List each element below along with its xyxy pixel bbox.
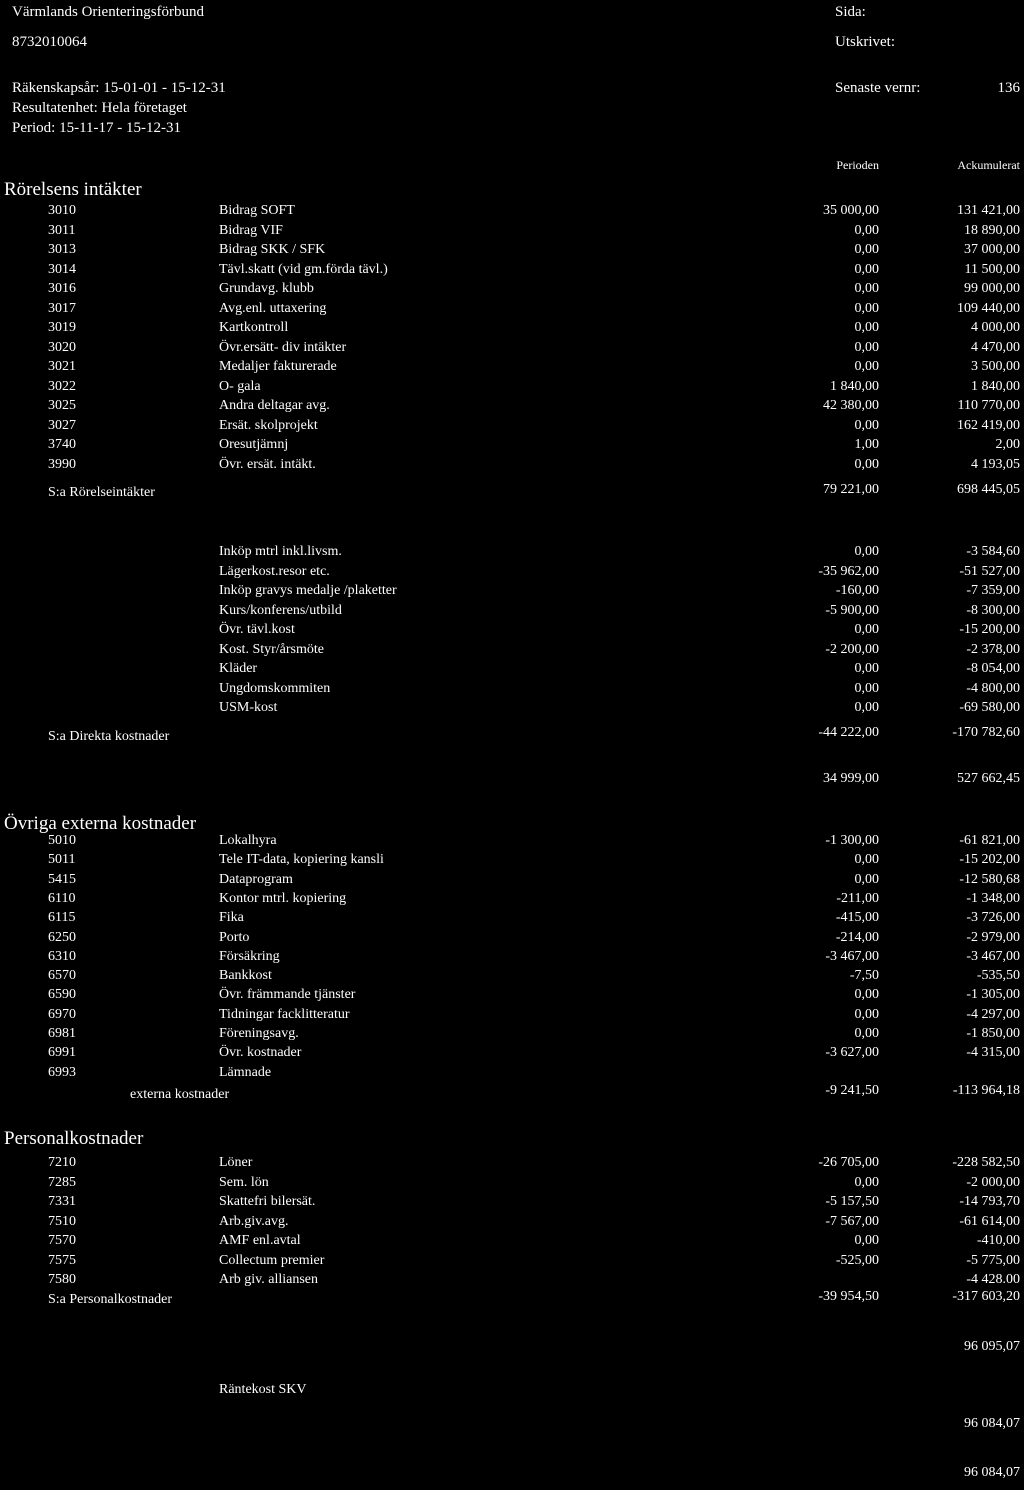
period-amount: 0,00 <box>854 1233 879 1248</box>
cumulative-amount: 110 770,00 <box>957 398 1020 413</box>
cumulative-amount: 99 000,00 <box>964 281 1020 296</box>
gross-result-cumulative: 527 662,45 <box>957 771 1020 786</box>
cumulative-amount: -4 297,00 <box>966 1006 1020 1022</box>
period-amount: 0,00 <box>854 261 879 277</box>
account-description: Inköp gravys medalje /plaketter <box>219 583 397 598</box>
period-amount: 0,00 <box>854 359 879 374</box>
personnel-sum-cumulative: -317 603,20 <box>952 1289 1020 1304</box>
table-row <box>0 583 1024 603</box>
account-description: Arb.giv.avg. <box>219 1213 289 1229</box>
table-row <box>0 833 1024 853</box>
account-number: 3740 <box>48 437 76 452</box>
account-description: Tidningar facklitteratur <box>219 1006 350 1022</box>
account-number: 6110 <box>48 890 76 906</box>
cumulative-amount: -15 200,00 <box>959 622 1020 637</box>
cumulative-amount: -1 348,00 <box>966 890 1020 906</box>
period-amount: -35 962,00 <box>818 563 879 579</box>
direct-sum-cumulative: -170 782,60 <box>952 725 1020 740</box>
period-amount: 1,00 <box>854 437 879 452</box>
cumulative-amount: 4 193,05 <box>971 456 1020 472</box>
table-row <box>0 1065 1024 1085</box>
account-description: Lämnade <box>219 1064 272 1080</box>
table-row <box>0 320 1024 340</box>
account-description: Kost. Styr/årsmöte <box>219 641 324 657</box>
cumulative-amount: -3 726,00 <box>966 910 1020 926</box>
cumulative-amount: 37 000,00 <box>964 242 1020 257</box>
interest-cost-label: Räntekost SKV <box>219 1382 307 1397</box>
account-number: 5011 <box>48 852 76 868</box>
table-row <box>0 544 1024 564</box>
table-row <box>0 359 1024 379</box>
external-sum-label: externa kostnader <box>130 1087 230 1102</box>
account-number: 6570 <box>48 968 76 984</box>
account-description: Fika <box>219 910 244 926</box>
account-description: Kartkontroll <box>219 320 289 335</box>
period-amount: 0,00 <box>854 417 879 433</box>
period-amount: 0,00 <box>854 661 879 676</box>
fiscal-year: Räkenskapsår: 15-01-01 - 15-12-31 <box>12 80 226 96</box>
account-description: Lokalhyra <box>219 833 277 848</box>
table-row <box>0 872 1024 892</box>
period-amount: -211,00 <box>836 890 879 906</box>
table-row <box>0 1045 1024 1065</box>
period-amount: -160,00 <box>835 583 879 598</box>
cumulative-amount: -2 378,00 <box>966 641 1020 657</box>
table-row <box>0 1007 1024 1027</box>
table-row <box>0 262 1024 282</box>
table-row <box>0 1175 1024 1195</box>
table-row <box>0 301 1024 321</box>
cumulative-amount: -14 793,70 <box>959 1194 1020 1209</box>
cumulative-amount: -535,50 <box>976 968 1020 984</box>
account-description: O- gala <box>219 378 261 394</box>
table-row <box>0 418 1024 438</box>
account-description: Sem. lön <box>219 1174 269 1190</box>
account-description: Porto <box>219 929 250 945</box>
account-description: Bidrag VIF <box>219 222 283 238</box>
cumulative-amount: -12 580,68 <box>959 871 1020 887</box>
period-amount: -3 467,00 <box>825 948 879 964</box>
cumulative-amount: -228 582,50 <box>952 1155 1020 1170</box>
account-description: Kläder <box>219 661 258 676</box>
account-description: Löner <box>219 1155 253 1170</box>
account-description: Försäkring <box>219 948 280 964</box>
account-number: 3010 <box>48 203 76 218</box>
account-number: 6115 <box>48 910 76 926</box>
external-sum-period: -9 241,50 <box>825 1083 879 1098</box>
cumulative-amount: -4 315,00 <box>966 1045 1020 1061</box>
table-row <box>0 852 1024 872</box>
account-number: 7285 <box>48 1174 76 1190</box>
account-number: 3022 <box>48 378 76 394</box>
account-description: Bankkost <box>219 968 272 984</box>
table-row <box>0 398 1024 418</box>
personnel-sum-label: S:a Personalkostnader <box>48 1292 173 1307</box>
cumulative-amount: -2 979,00 <box>966 929 1020 945</box>
table-row <box>0 203 1024 223</box>
table-row <box>0 700 1024 720</box>
account-number: 5415 <box>48 871 76 887</box>
period-amount: -5 157,50 <box>825 1194 879 1209</box>
report-period: Period: 15-11-17 - 15-12-31 <box>12 120 181 136</box>
cumulative-amount: -4 428.00 <box>966 1272 1020 1287</box>
cumulative-amount: -1 850,00 <box>966 1026 1020 1041</box>
period-amount: 0,00 <box>854 1006 879 1022</box>
table-row <box>0 457 1024 477</box>
table-row <box>0 1026 1024 1046</box>
gross-result-period: 34 999,00 <box>823 771 879 786</box>
table-row <box>0 1155 1024 1175</box>
account-description: Övr. tävl.kost <box>219 622 295 637</box>
account-number: 3017 <box>48 300 76 316</box>
section-title-income: Rörelsens intäkter <box>4 179 142 200</box>
cumulative-amount: -4 800,00 <box>966 680 1020 696</box>
account-number: 6993 <box>48 1064 76 1080</box>
period-amount: 0,00 <box>854 339 879 355</box>
page-label: Sida: <box>835 4 866 20</box>
account-description: Ersät. skolprojekt <box>219 417 318 433</box>
organization-name: Värmlands Orienteringsförbund <box>12 4 205 20</box>
account-number: 7510 <box>48 1213 76 1229</box>
period-amount: -5 900,00 <box>825 602 879 618</box>
cumulative-amount: 162 419,00 <box>957 417 1020 433</box>
account-number: 5010 <box>48 833 76 848</box>
direct-sum-label: S:a Direkta kostnader <box>48 729 170 744</box>
account-description: Oresutjämnj <box>219 437 289 452</box>
account-description: Inköp mtrl inkl.livsm. <box>219 544 342 559</box>
period-amount: -214,00 <box>835 929 879 945</box>
period-amount: 42 380,00 <box>823 398 879 413</box>
table-row <box>0 968 1024 988</box>
cumulative-amount: -7 359,00 <box>966 583 1020 598</box>
cumulative-amount: 18 890,00 <box>964 222 1020 238</box>
account-number: 3025 <box>48 398 76 413</box>
account-number: 6991 <box>48 1045 76 1061</box>
account-number: 6250 <box>48 929 76 945</box>
account-description: Dataprogram <box>219 871 293 887</box>
column-cumulative: Ackumulerat <box>957 158 1020 172</box>
table-row <box>0 242 1024 262</box>
period-amount: 0,00 <box>854 456 879 472</box>
cumulative-amount: 1 840,00 <box>971 378 1020 394</box>
period-amount: 1 840,00 <box>830 378 879 394</box>
period-amount: 0,00 <box>854 1174 879 1190</box>
account-description: Kurs/konferens/utbild <box>219 602 342 618</box>
account-number: 6310 <box>48 948 76 964</box>
table-row <box>0 910 1024 930</box>
table-row <box>0 1233 1024 1253</box>
account-number: 3016 <box>48 281 76 296</box>
period-amount: 0,00 <box>854 852 879 868</box>
cumulative-amount: -15 202,00 <box>959 852 1020 868</box>
account-number: 7580 <box>48 1272 76 1287</box>
table-row <box>0 1214 1024 1234</box>
latest-voucher-label: Senaste vernr: <box>835 80 921 96</box>
cumulative-amount: -61 821,00 <box>959 833 1020 848</box>
account-description: Andra deltagar avg. <box>219 398 330 413</box>
organization-number: 8732010064 <box>12 34 87 50</box>
printed-label: Utskrivet: <box>835 34 895 50</box>
section-title-personnel: Personalkostnader <box>4 1128 144 1149</box>
cumulative-amount: 131 421,00 <box>957 203 1020 218</box>
period-amount: -415,00 <box>835 910 879 926</box>
result-unit: Resultatenhet: Hela företaget <box>12 100 187 116</box>
table-row <box>0 564 1024 584</box>
account-description: Arb giv. alliansen <box>219 1272 319 1287</box>
column-period: Perioden <box>836 158 879 172</box>
account-description: Skattefri bilersät. <box>219 1194 316 1209</box>
account-description: Övr. främmande tjänster <box>219 987 356 1003</box>
account-description: Avg.enl. uttaxering <box>219 300 327 316</box>
table-row <box>0 340 1024 360</box>
account-number: 3027 <box>48 417 76 433</box>
table-row <box>0 379 1024 399</box>
table-row <box>0 603 1024 623</box>
table-row <box>0 281 1024 301</box>
cumulative-amount: -69 580,00 <box>959 700 1020 715</box>
account-description: Kontor mtrl. kopiering <box>219 890 347 906</box>
account-number: 7575 <box>48 1252 76 1268</box>
table-row <box>0 1253 1024 1273</box>
account-number: 3014 <box>48 261 76 277</box>
cumulative-amount: 11 500,00 <box>964 261 1020 277</box>
cumulative-amount: -3 467,00 <box>966 948 1020 964</box>
personnel-sum-period: -39 954,50 <box>818 1289 879 1304</box>
account-number: 3020 <box>48 339 76 355</box>
table-row <box>0 949 1024 969</box>
account-description: Medaljer fakturerade <box>219 359 337 374</box>
period-amount: -7,50 <box>849 968 879 984</box>
cumulative-amount: 109 440,00 <box>957 300 1020 316</box>
cumulative-amount: 4 000,00 <box>971 320 1020 335</box>
period-amount: -1 300,00 <box>825 833 879 848</box>
account-description: Lägerkost.resor etc. <box>219 563 330 579</box>
cumulative-amount: -8 300,00 <box>966 602 1020 618</box>
period-amount: 0,00 <box>854 1026 879 1041</box>
account-number: 3990 <box>48 456 76 472</box>
period-amount: -7 567,00 <box>825 1213 879 1229</box>
period-amount: 0,00 <box>854 700 879 715</box>
cumulative-amount: -51 527,00 <box>959 563 1020 579</box>
cumulative-amount: -2 000,00 <box>966 1174 1020 1190</box>
cumulative-amount: 3 500,00 <box>971 359 1020 374</box>
income-sum-cumulative: 698 445,05 <box>957 482 1020 497</box>
period-amount: 0,00 <box>854 222 879 238</box>
latest-voucher-value: 136 <box>997 80 1020 96</box>
period-amount: 0,00 <box>854 622 879 637</box>
table-row <box>0 642 1024 662</box>
account-description: Bidrag SKK / SFK <box>219 242 326 257</box>
account-number: 3011 <box>48 222 76 238</box>
period-amount: 35 000,00 <box>823 203 879 218</box>
period-amount: 0,00 <box>854 871 879 887</box>
account-description: Grundavg. klubb <box>219 281 314 296</box>
final-result: 96 084,07 <box>964 1465 1020 1480</box>
table-row <box>0 987 1024 1007</box>
period-amount: 0,00 <box>854 300 879 316</box>
account-number: 3013 <box>48 242 76 257</box>
table-row <box>0 223 1024 243</box>
account-number: 6590 <box>48 987 76 1003</box>
cumulative-amount: -410,00 <box>976 1233 1020 1248</box>
account-number: 3021 <box>48 359 76 374</box>
account-description: Övr.ersätt- div intäkter <box>219 339 347 355</box>
result-after-personnel: 96 095,07 <box>964 1339 1020 1354</box>
period-amount: -26 705,00 <box>818 1155 879 1170</box>
table-row <box>0 1194 1024 1214</box>
account-number: 7570 <box>48 1233 76 1248</box>
cumulative-amount: -5 775,00 <box>966 1252 1020 1268</box>
account-description: Tävl.skatt (vid gm.förda tävl.) <box>219 261 388 277</box>
account-description: USM-kost <box>219 700 278 715</box>
account-description: Övr. ersät. intäkt. <box>219 456 316 472</box>
section-title-external: Övriga externa kostnader <box>4 813 197 834</box>
account-description: Ungdomskommiten <box>219 680 331 696</box>
cumulative-amount: -8 054,00 <box>966 661 1020 676</box>
account-number: 3019 <box>48 320 76 335</box>
account-description: Övr. kostnader <box>219 1045 302 1061</box>
account-description: AMF enl.avtal <box>219 1233 301 1248</box>
result-after-financial: 96 084,07 <box>964 1416 1020 1431</box>
cumulative-amount: -3 584,60 <box>966 544 1020 559</box>
income-sum-label: S:a Rörelseintäkter <box>48 485 155 500</box>
account-description: Föreningsavg. <box>219 1026 299 1041</box>
period-amount: -525,00 <box>835 1252 879 1268</box>
account-description: Collectum premier <box>219 1252 325 1268</box>
table-row <box>0 930 1024 950</box>
cumulative-amount: -61 614,00 <box>959 1213 1020 1229</box>
table-row <box>0 622 1024 642</box>
cumulative-amount: 4 470,00 <box>971 339 1020 355</box>
table-row <box>0 437 1024 457</box>
account-description: Tele IT-data, kopiering kansli <box>219 852 384 868</box>
cumulative-amount: 2,00 <box>995 437 1020 452</box>
account-number: 6981 <box>48 1026 76 1041</box>
external-sum-cumulative: -113 964,18 <box>952 1083 1020 1098</box>
table-row <box>0 891 1024 911</box>
table-row <box>0 681 1024 701</box>
account-number: 7210 <box>48 1155 76 1170</box>
period-amount: 0,00 <box>854 281 879 296</box>
cumulative-amount: -1 305,00 <box>966 987 1020 1003</box>
account-description: Bidrag SOFT <box>219 203 295 218</box>
account-number: 7331 <box>48 1194 76 1209</box>
period-amount: 0,00 <box>854 320 879 335</box>
income-sum-period: 79 221,00 <box>823 482 879 497</box>
table-row <box>0 661 1024 681</box>
direct-sum-period: -44 222,00 <box>818 725 879 740</box>
period-amount: 0,00 <box>854 544 879 559</box>
account-number: 6970 <box>48 1006 76 1022</box>
period-amount: 0,00 <box>854 242 879 257</box>
period-amount: 0,00 <box>854 680 879 696</box>
period-amount: 0,00 <box>854 987 879 1003</box>
period-amount: -2 200,00 <box>825 641 879 657</box>
period-amount: -3 627,00 <box>825 1045 879 1061</box>
